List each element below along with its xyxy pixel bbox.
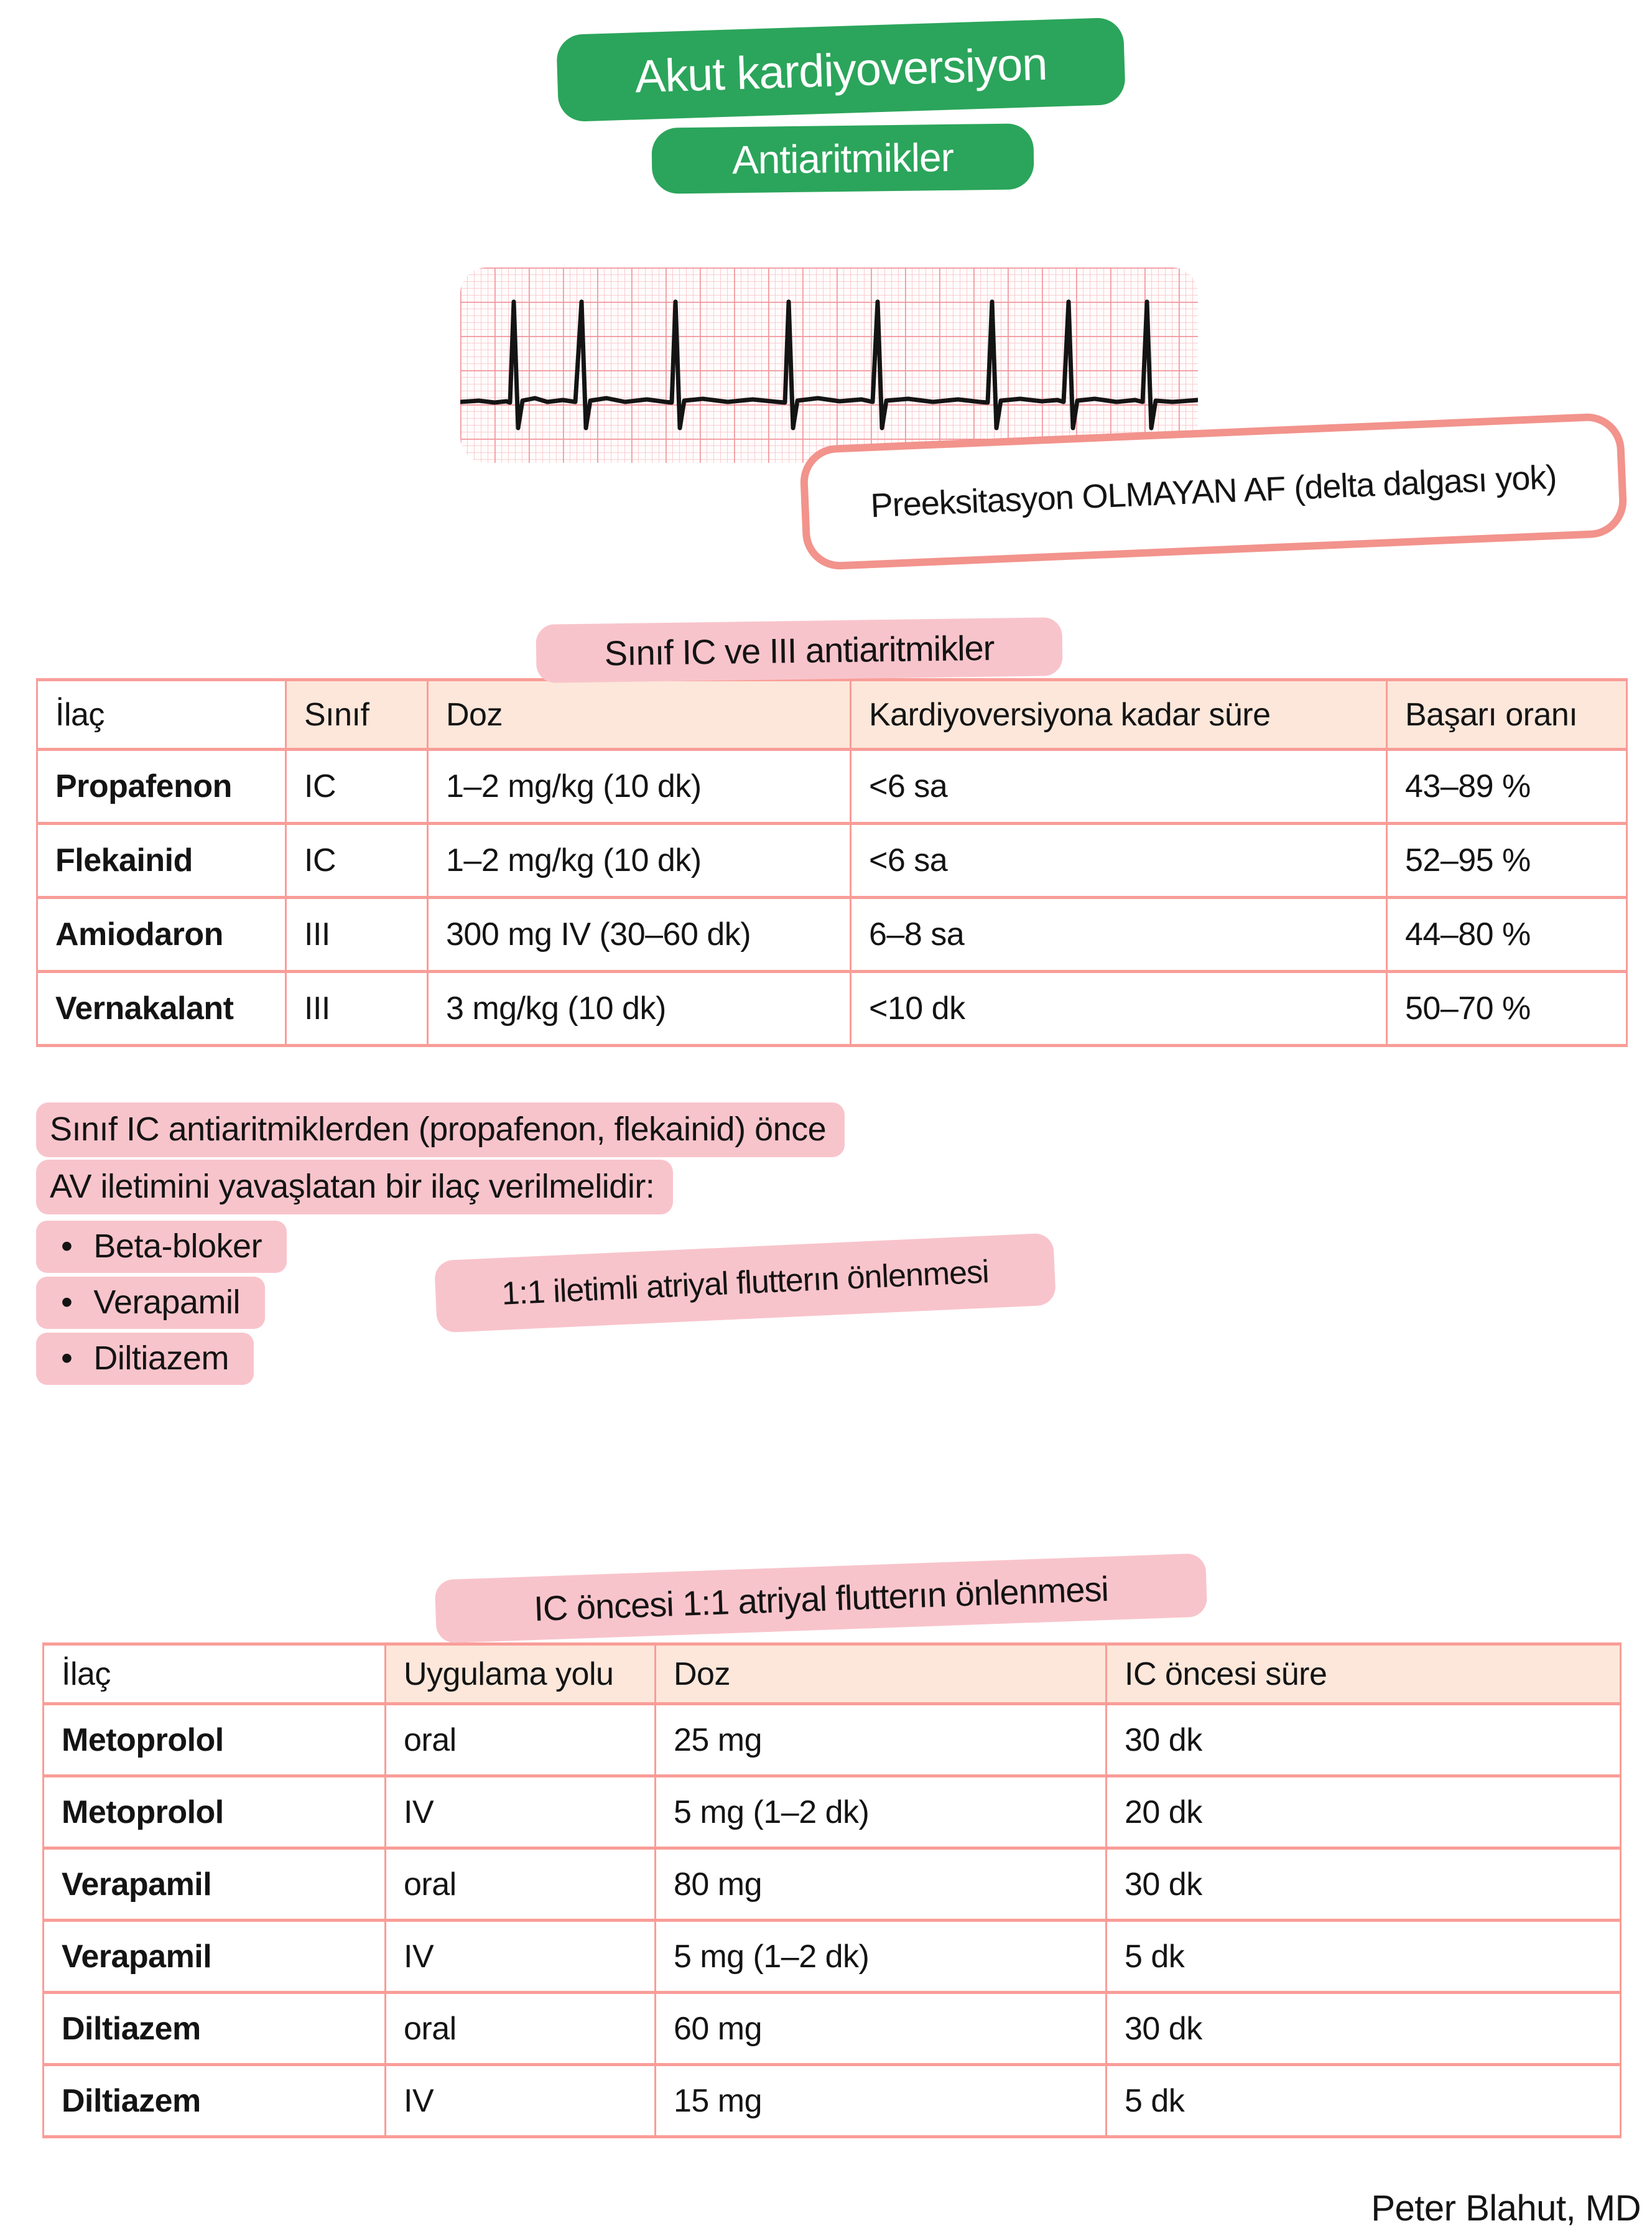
bullet-label: Diltiazem bbox=[93, 1339, 229, 1377]
section1-title: Sınıf IC ve III antiaritmikler bbox=[604, 628, 995, 673]
bullet-dot-icon: • bbox=[61, 1283, 73, 1321]
table-row bbox=[44, 2065, 1621, 2137]
cell-route: oral bbox=[386, 1993, 656, 2065]
cell-success: 44–80 % bbox=[1387, 898, 1627, 972]
table-row bbox=[44, 1921, 1621, 1993]
col-header-time: IC öncesi süre bbox=[1107, 1644, 1621, 1704]
cell-class: III bbox=[286, 898, 428, 972]
section2-title: IC öncesi 1:1 atriyal flutterın önlenmesi bbox=[533, 1568, 1109, 1628]
table-row bbox=[37, 824, 1627, 898]
cell-route: oral bbox=[386, 1848, 656, 1921]
cell-time: 5 dk bbox=[1107, 2065, 1621, 2137]
footer-credit: Peter Blahut, MD bbox=[1371, 2188, 1641, 2229]
cell-drug: Metoprolol bbox=[44, 1704, 386, 1776]
title-line-1: Akut kardiyoversiyon bbox=[634, 37, 1048, 102]
cell-class: IC bbox=[286, 824, 428, 898]
antiarrhythmics-table bbox=[36, 678, 1628, 1047]
cell-drug: Propafenon bbox=[37, 750, 286, 824]
note-line-2: AV iletimini yavaşlatan bir ilaç verilmelidir: bbox=[36, 1160, 673, 1214]
col-header-class: Sınıf bbox=[286, 680, 428, 750]
cell-time: <10 dk bbox=[851, 972, 1387, 1046]
table-row bbox=[44, 1776, 1621, 1848]
cell-time: 20 dk bbox=[1107, 1776, 1621, 1848]
bullet-label: Verapamil bbox=[93, 1283, 241, 1321]
col-header-time: Kardiyoversiyona kadar süre bbox=[851, 680, 1387, 750]
cell-time: 5 dk bbox=[1107, 1921, 1621, 1993]
table-row bbox=[37, 898, 1627, 972]
cell-dose: 15 mg bbox=[656, 2065, 1107, 2137]
cell-route: IV bbox=[386, 1921, 656, 1993]
cell-dose: 80 mg bbox=[656, 1848, 1107, 1921]
title-badge-2 bbox=[651, 123, 1034, 193]
cell-dose: 5 mg (1–2 dk) bbox=[656, 1921, 1107, 1993]
cell-success: 43–89 % bbox=[1387, 750, 1627, 824]
bullet-dot-icon: • bbox=[61, 1339, 73, 1377]
cell-drug: Metoprolol bbox=[44, 1776, 386, 1848]
cell-drug: Amiodaron bbox=[37, 898, 286, 972]
cell-time: 30 dk bbox=[1107, 1704, 1621, 1776]
col-header-route: Uygulama yolu bbox=[386, 1644, 656, 1704]
cell-dose: 1–2 mg/kg (10 dk) bbox=[428, 750, 851, 824]
bullet-item bbox=[36, 1277, 265, 1329]
cell-drug: Diltiazem bbox=[44, 2065, 386, 2137]
cell-dose: 300 mg IV (30–60 dk) bbox=[428, 898, 851, 972]
cell-time: 30 dk bbox=[1107, 1993, 1621, 2065]
cell-drug: Flekainid bbox=[37, 824, 286, 898]
col-header-dose: Doz bbox=[428, 680, 851, 750]
cell-time: 6–8 sa bbox=[851, 898, 1387, 972]
col-header-drug: İlaç bbox=[44, 1644, 386, 1704]
cell-time: <6 sa bbox=[851, 824, 1387, 898]
cell-dose: 3 mg/kg (10 dk) bbox=[428, 972, 851, 1046]
title-badge-1 bbox=[556, 17, 1126, 123]
bullet-label: Beta-bloker bbox=[93, 1227, 262, 1265]
bullet-item bbox=[36, 1221, 287, 1273]
pretreatment-table bbox=[42, 1642, 1622, 2138]
callout-text: Preeksitasyon OLMAYAN AF (delta dalgası yok) bbox=[870, 458, 1557, 525]
ecg-strip bbox=[460, 268, 1198, 463]
cell-success: 50–70 % bbox=[1387, 972, 1627, 1046]
col-header-dose: Doz bbox=[656, 1644, 1107, 1704]
cell-drug: Diltiazem bbox=[44, 1993, 386, 2065]
table-row bbox=[44, 1993, 1621, 2065]
col-header-drug: İlaç bbox=[37, 680, 286, 750]
cell-drug: Verapamil bbox=[44, 1848, 386, 1921]
table-row bbox=[37, 972, 1627, 1046]
section1-title-badge bbox=[536, 617, 1062, 683]
note-line-1: Sınıf IC antiaritmiklerden (propafenon, flekainid) önce bbox=[36, 1102, 845, 1157]
table1-header-row bbox=[37, 680, 1627, 750]
cell-class: III bbox=[286, 972, 428, 1046]
table2-header-row bbox=[44, 1644, 1621, 1704]
col-header-success: Başarı oranı bbox=[1387, 680, 1627, 750]
cell-drug: Vernakalant bbox=[37, 972, 286, 1046]
cell-route: oral bbox=[386, 1704, 656, 1776]
title-line-2: Antiaritmikler bbox=[731, 134, 954, 183]
cell-dose: 60 mg bbox=[656, 1993, 1107, 2065]
cell-time: <6 sa bbox=[851, 750, 1387, 824]
ecg-graphic bbox=[460, 268, 1198, 463]
cell-route: IV bbox=[386, 2065, 656, 2137]
table-row bbox=[44, 1848, 1621, 1921]
cell-route: IV bbox=[386, 1776, 656, 1848]
bullet-item bbox=[36, 1333, 254, 1385]
note-block bbox=[36, 1102, 845, 1389]
cell-class: IC bbox=[286, 750, 428, 824]
flutter-badge-text: 1:1 iletimli atriyal flutterın önlenmesi bbox=[501, 1254, 990, 1312]
cell-dose: 1–2 mg/kg (10 dk) bbox=[428, 824, 851, 898]
table-row bbox=[37, 750, 1627, 824]
table-row bbox=[44, 1704, 1621, 1776]
cell-dose: 5 mg (1–2 dk) bbox=[656, 1776, 1107, 1848]
cell-success: 52–95 % bbox=[1387, 824, 1627, 898]
cell-drug: Verapamil bbox=[44, 1921, 386, 1993]
cell-time: 30 dk bbox=[1107, 1848, 1621, 1921]
section2-title-badge bbox=[435, 1553, 1208, 1643]
ecg-grid bbox=[460, 268, 1198, 463]
cell-dose: 25 mg bbox=[656, 1704, 1107, 1776]
bullet-dot-icon: • bbox=[61, 1227, 73, 1265]
